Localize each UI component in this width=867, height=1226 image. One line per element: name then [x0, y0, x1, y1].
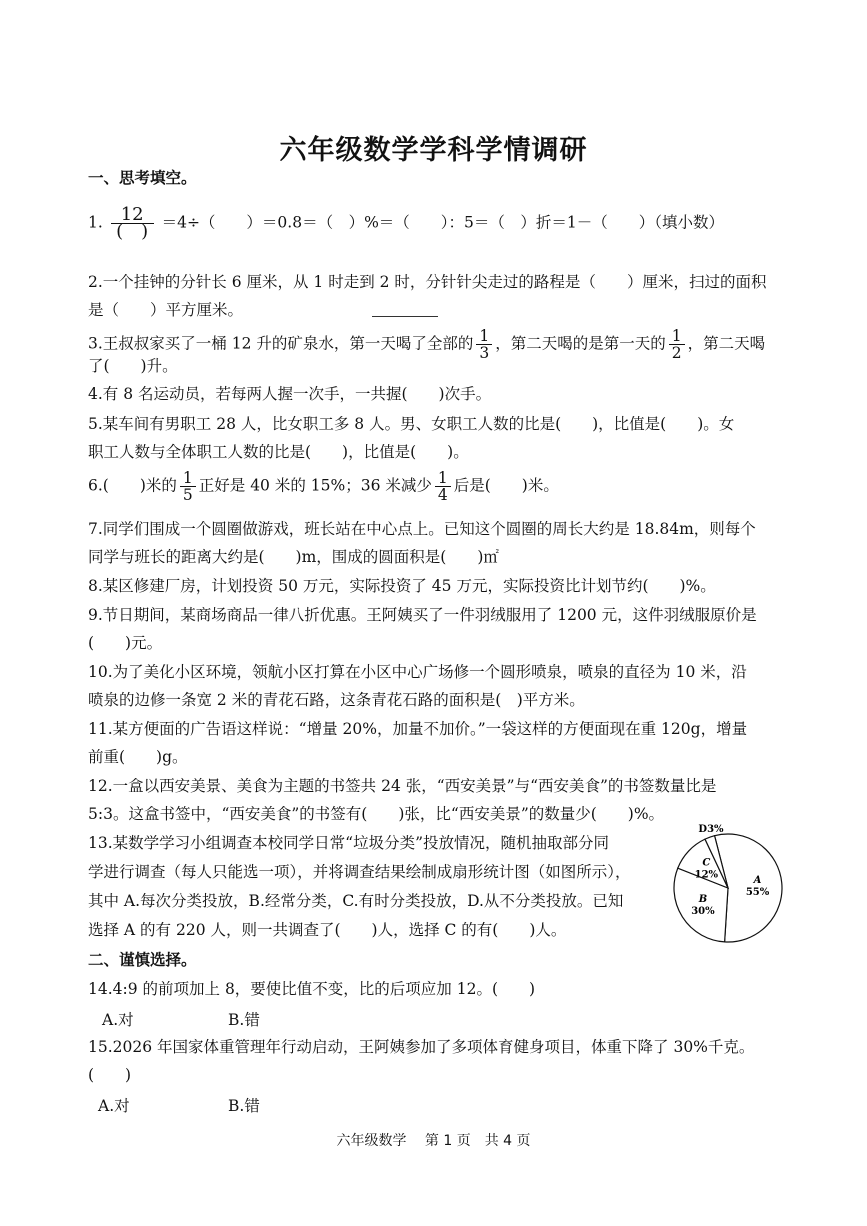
pie-chart — [670, 824, 800, 950]
pie-percent-label: 55% — [745, 887, 770, 899]
fraction-denominator: 3 — [479, 344, 490, 362]
question-2-line-1: 2.一个挂钟的分针长 6 厘米，从 1 时走到 2 时，分针针尖走过的路程是（ ）厘米，扫过的面积 — [88, 273, 767, 291]
pie-percent-label: D3% — [698, 824, 724, 836]
question-9-line-1: 9.节日期间，某商场商品一律八折优惠。王阿姨买了一件羽绒服用了 1200 元，这件羽绒服原价是 — [88, 606, 757, 624]
fraction-numerator: 1 — [669, 328, 685, 345]
question-number: 1. — [88, 213, 103, 232]
option-a-correct: A.对 — [102, 1011, 134, 1029]
pie-category-label: B — [698, 893, 708, 905]
fraction — [111, 204, 154, 242]
question-1 — [88, 204, 788, 242]
section-heading-choice: 二、谨慎选择。 — [88, 951, 197, 969]
question-9-line-2: ( )元。 — [88, 634, 163, 652]
question-14: 14.4:9 的前项加上 8，要使比值不变，比的后项应加 12。( ) — [88, 980, 536, 998]
question-11-line-2: 前重( )g。 — [88, 748, 188, 766]
question-11-line-1: 11.某方便面的广告语这样说：“增量 20%，加量不加价。”一袋这样的方便面现在重 120g，增量 — [88, 720, 748, 738]
pie-category-label: C — [702, 857, 711, 869]
question-5-line-1: 5.某车间有男职工 28 人，比女职工多 8 人。男、女职工人数的比是( )，比值是( )。女 — [88, 415, 735, 433]
page-title: 六年级数学学科学情调研 — [279, 135, 588, 166]
question-12-line-2: 5:3。这盒书签中，“西安美食”的书签有( )张，比“西安美景”的数量少( )%。 — [88, 805, 665, 823]
section-heading-fill-in: 一、思考填空。 — [88, 169, 197, 187]
pie-percent-label: 12% — [694, 869, 719, 881]
question-2-line-2: 是（ ）平方厘米。 — [88, 301, 244, 319]
question-15-line-1: 15.2026 年国家体重管理年行动启动，王阿姨参加了多项体育健身项目，体重下降了 30%千克。 — [88, 1038, 755, 1056]
question-8: 8.某区修建厂房，计划投资 50 万元，实际投资了 45 万元，实际投资比计划节约( )%。 — [88, 577, 716, 595]
question-6 — [88, 470, 788, 503]
fraction-denominator: 5 — [182, 486, 193, 504]
question-10-line-1: 10.为了美化小区环境，领航小区打算在小区中心广场修一个圆形喷泉，喷泉的直径为 10 米，沿 — [88, 663, 747, 681]
question-13-line-1: 13.某数学学习小组调查本校同学日常“垃圾分类”投放情况，随机抽取部分同 — [88, 834, 610, 852]
option-b-wrong: B.错 — [228, 1011, 260, 1029]
fraction-numerator: 1 — [180, 470, 196, 487]
question-text: ，第二天喝 — [687, 334, 766, 353]
question-text: ，第二天喝的是第一天的 — [495, 334, 666, 353]
question-text: 后是( )米。 — [453, 476, 559, 495]
page-footer: 六年级数学 第 1 页 共 4 页 — [336, 1133, 531, 1149]
question-10-line-2: 喷泉的边修一条宽 2 米的青花石路，这条青花石路的面积是( )平方米。 — [88, 691, 585, 709]
question-7-line-1: 7.同学们围成一个圆圈做游戏，班长站在中心点上。已知这个圆圈的周长大约是 18.84m，则每个 — [88, 520, 756, 538]
question-text: 3.王叔叔家买了一桶 12 升的矿泉水，第一天喝了全部的 — [88, 334, 474, 353]
question-7-line-2: 同学与班长的距离大约是( )m，围成的圆面积是( )㎡ — [88, 548, 499, 566]
option-b-wrong: B.错 — [228, 1097, 260, 1115]
question-3-line-2: 了( )升。 — [88, 357, 178, 375]
pie-percent-label: 30% — [691, 905, 715, 917]
question-13-line-2: 学进行调查（每人只能选一项），并将调查结果绘制成扇形统计图（如图所示）， — [88, 863, 631, 881]
question-text: 6.( )米的 — [88, 476, 177, 495]
question-12-line-1: 12.一盒以西安美景、美食为主题的书签共 24 张，“西安美景”与“西安美食”的书签数量比是 — [88, 777, 717, 795]
fraction-denominator: 2 — [671, 344, 682, 362]
question-5-line-2: 职工人数与全体职工人数的比是( )，比值是( )。 — [88, 443, 469, 461]
question-text: ＝4÷（ ）＝0.8＝（ ）%＝（ ）：5＝（ ）折＝1－（ ）（填小数） — [161, 213, 725, 232]
question-13-line-4: 选择 A 的有 220 人，则一共调查了( )人，选择 C 的有( )人。 — [88, 921, 567, 939]
fraction-denominator: 4 — [437, 486, 448, 504]
question-15-line-2: ( ) — [88, 1066, 132, 1084]
question-text: 正好是 40 米的 15%；36 米减少 — [198, 476, 432, 495]
underline-mark — [372, 316, 438, 317]
pie-category-label: A — [753, 875, 762, 887]
fraction-denominator: ( ) — [116, 221, 149, 242]
question-4: 4.有 8 名运动员，若每两人握一次手，一共握( )次手。 — [88, 385, 492, 403]
fraction — [180, 470, 196, 503]
question-13-line-3: 其中 A.每次分类投放，B.经常分类，C.有时分类投放，D.从不分类投放。已知 — [88, 892, 624, 910]
fraction — [435, 470, 451, 503]
fraction-numerator: 1 — [435, 470, 451, 487]
fraction-numerator: 1 — [476, 328, 492, 345]
fraction-numerator: 12 — [111, 207, 154, 224]
option-a-correct: A.对 — [98, 1097, 130, 1115]
